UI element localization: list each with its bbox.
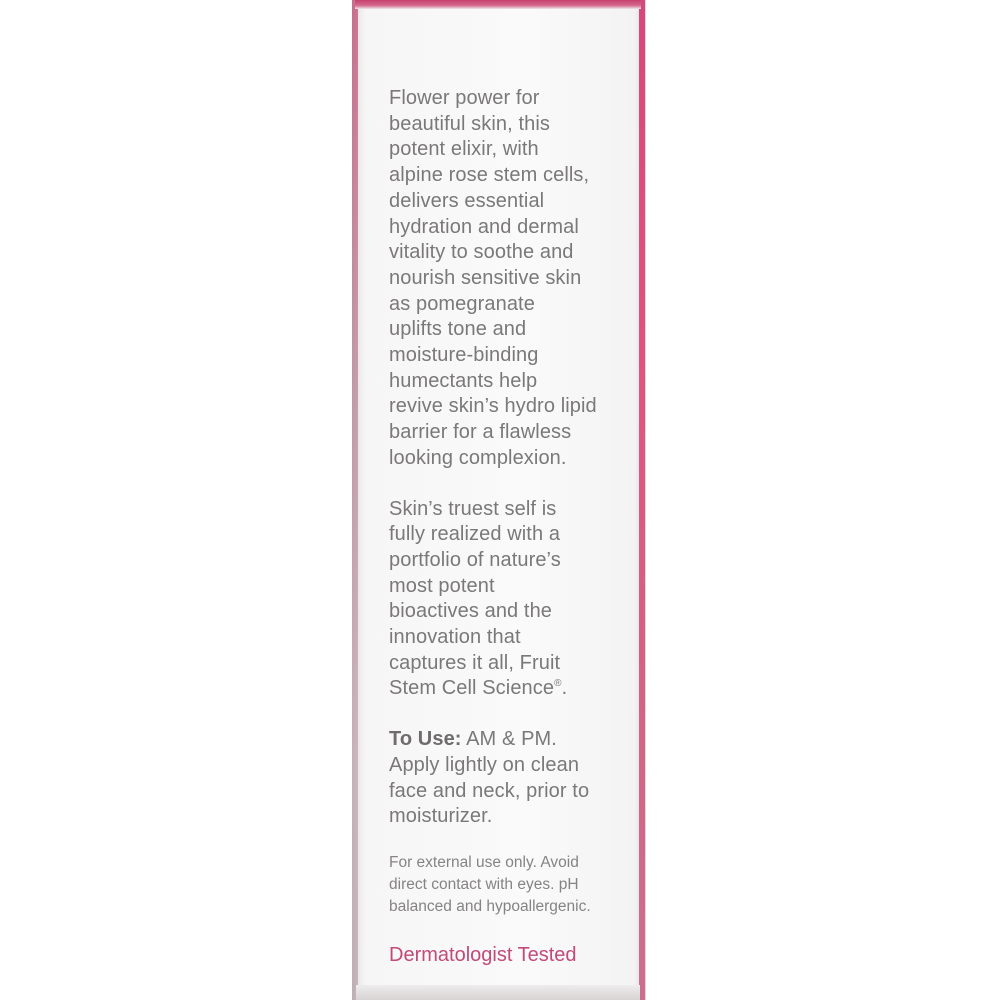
science-line: captures it all, Fruit: [389, 651, 561, 674]
description-line: Flower power for: [389, 87, 540, 109]
caution-line: direct contact with eyes. pH: [389, 875, 579, 893]
registered-trademark: ®: [554, 678, 562, 690]
usage-label: To Use:: [389, 728, 462, 751]
description-line: hydration and dermal: [389, 215, 579, 238]
description-line: humectants help: [389, 369, 538, 392]
usage-line: Apply lightly on clean: [389, 753, 580, 776]
science-line: fully realized with a: [389, 523, 561, 546]
package-copy: [389, 86, 634, 968]
description-line: beautiful skin, this: [389, 112, 550, 135]
science-line: portfolio of nature’s: [389, 548, 561, 571]
caution-line: For external use only. Avoid: [389, 853, 579, 871]
box-bottom-flap: [356, 985, 640, 1000]
science-statement: [389, 497, 634, 703]
description-line: looking complexion.: [389, 446, 567, 469]
description-line: potent elixir, with: [389, 138, 539, 161]
description-line: as pomegranate: [389, 292, 535, 315]
description-line: nourish sensitive skin: [389, 266, 582, 289]
usage-first-line: AM & PM.: [461, 728, 557, 751]
description-line: barrier for a flawless: [389, 421, 572, 444]
caution-line: balanced and hypoallergenic.: [389, 897, 591, 915]
science-period: .: [561, 677, 568, 700]
description-line: vitality to soothe and: [389, 241, 574, 264]
science-line: most potent: [389, 574, 495, 597]
science-line: bioactives and the: [389, 600, 553, 623]
dermatologist-tested-claim: Dermatologist Tested: [389, 943, 577, 966]
science-line: Stem Cell Science: [389, 677, 555, 700]
description-line: moisture-binding: [389, 344, 539, 367]
science-line: innovation that: [389, 626, 521, 649]
description-line: delivers essential: [389, 189, 545, 212]
description-line: alpine rose stem cells,: [389, 164, 590, 187]
box-top-pink-edge: [355, 0, 641, 9]
description-line: revive skin’s hydro lipid: [389, 395, 597, 418]
product-description: [389, 86, 634, 472]
box-left-pink-edge: [352, 0, 358, 1000]
usage-line: moisturizer.: [389, 805, 493, 828]
description-line: uplifts tone and: [389, 318, 527, 341]
caution-text: [389, 852, 634, 918]
science-line: Skin’s truest self is: [389, 497, 557, 520]
usage-directions: [389, 727, 634, 830]
box-right-pink-edge: [639, 0, 645, 1000]
usage-line: face and neck, prior to: [389, 779, 590, 802]
